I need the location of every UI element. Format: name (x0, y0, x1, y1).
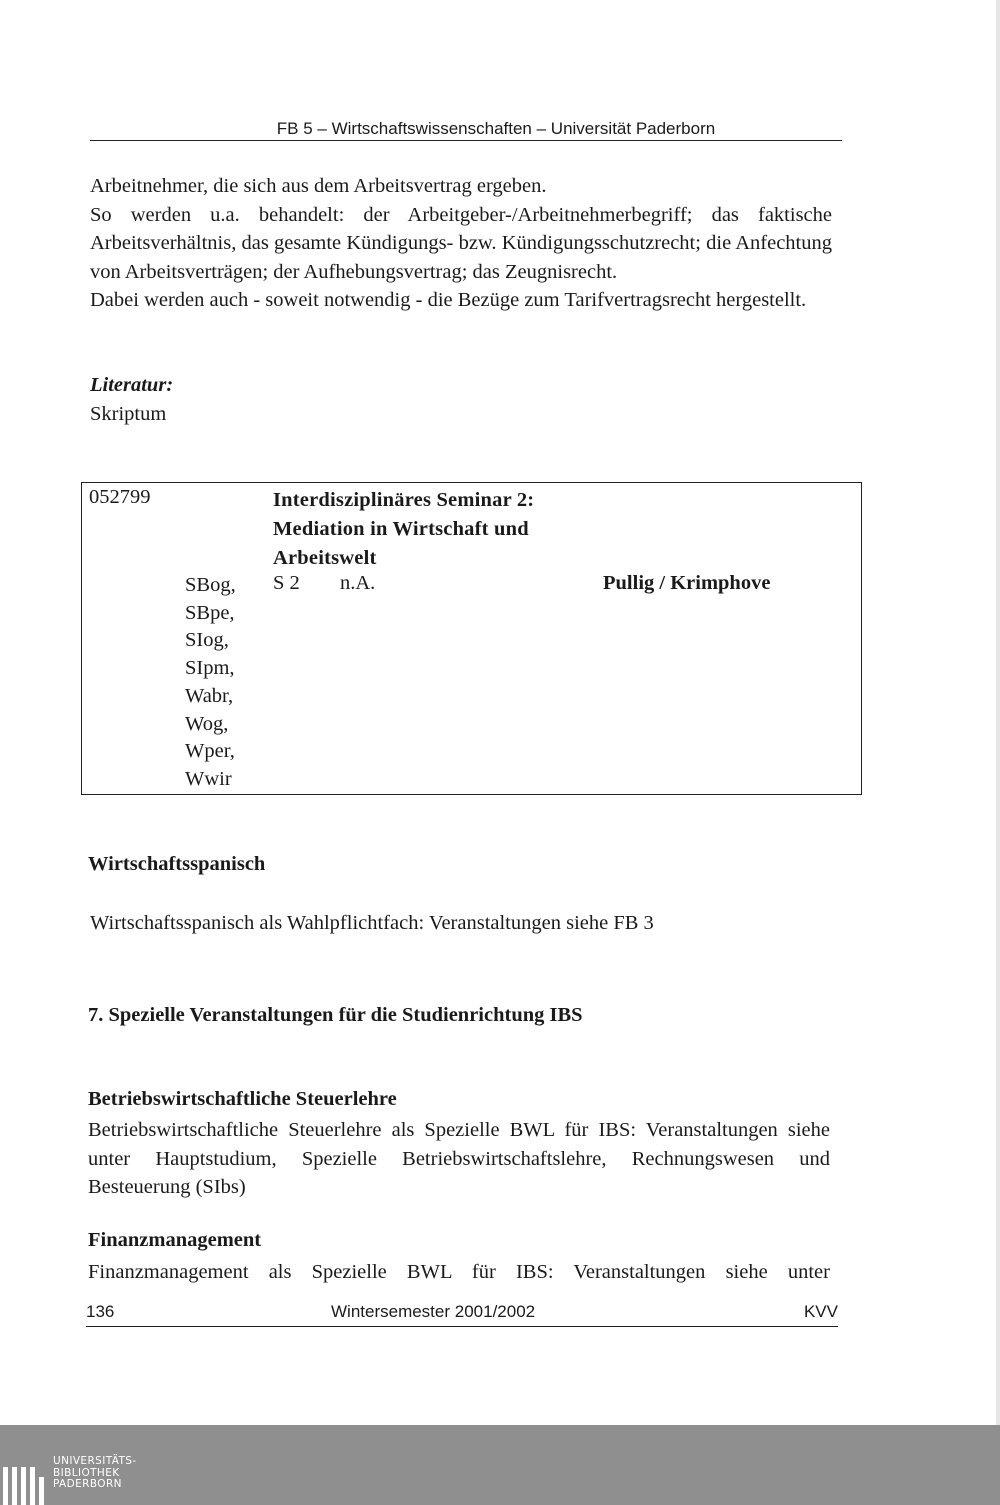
page-footer (86, 1302, 838, 1327)
study-code: SBpe, (185, 601, 235, 624)
course-title-line: Mediation in Wirtschaft und (273, 518, 529, 540)
course-title (273, 486, 534, 573)
tax-heading: Betriebswirtschaftliche Steuerlehre (88, 1088, 397, 1110)
literature-heading: Literatur: (90, 374, 174, 396)
course-type: S 2 (273, 572, 300, 594)
study-code: Wabr, (185, 684, 234, 707)
spanish-text: Wirtschaftsspanisch als Wahlpflichtfach: Veranstaltungen siehe FB 3 (90, 912, 654, 934)
literature-block (90, 371, 832, 428)
page-edge (996, 0, 1000, 1425)
footer-semester: Wintersemester 2001/2002 (331, 1302, 536, 1321)
finance-text: Finanzmanagement als Spezielle BWL für IBS: Veranstaltungen siehe unter (88, 1261, 830, 1283)
course-number: 052799 (89, 486, 151, 508)
library-name-line: UNIVERSITÄTS- (53, 1455, 137, 1467)
library-logo-icon (3, 1453, 45, 1505)
intro-paragraph-3: Dabei werden auch - soweit notwendig - die Bezüge zum Tarifvertragsrecht hergestellt. (90, 289, 807, 311)
tax-text: Betriebswirtschaftliche Steuerlehre als Spezielle BWL für IBS: Veranstaltungen siehe unter Hauptstudium, Spezielle Betriebswirtschaftslehre, Rechnungswesen und Besteuerung (SIbs) (88, 1119, 830, 1198)
library-name-line: BIBLIOTHEK (53, 1466, 120, 1479)
course-title-line: Interdisziplinäres Seminar 2: (273, 489, 535, 511)
page-number: 136 (86, 1302, 115, 1321)
course-title-line: Arbeitswelt (273, 547, 377, 569)
footer-abbreviation: KVV (803, 1302, 838, 1321)
library-name (53, 1456, 137, 1491)
intro-paragraph-2: So werden u.a. behandelt: der Arbeitgeber-/Arbeitnehmerbegriff; das faktische Arbeitsverhältnis, das gesamte Kündigungs- bzw. Kündigungsschutzrecht; die Anfechtung von Arbeitsverträgen; der Aufhebungsvertrag; das Zeugnisrecht. (90, 203, 832, 283)
study-code: Wper, (185, 740, 235, 763)
course-study-codes (185, 572, 236, 794)
chapter-heading: 7. Spezielle Veranstaltungen für die Studienrichtung IBS (88, 1004, 583, 1026)
study-code: Wog, (185, 712, 229, 735)
finance-heading: Finanzmanagement (88, 1229, 262, 1251)
course-note: n.A. (340, 572, 376, 594)
study-code: Wwir (185, 767, 232, 790)
course-entry-box (81, 482, 862, 795)
page-header: FB 5 – Wirtschaftswissenschaften – Universität Paderborn (90, 118, 842, 141)
spanish-heading: Wirtschaftsspanisch (88, 853, 266, 875)
library-name-line: PADERBORN (53, 1478, 122, 1490)
intro-line-1: Arbeitnehmer, die sich aus dem Arbeitsvertrag ergeben. (90, 175, 547, 197)
study-code: SBog, (185, 574, 236, 596)
intro-text (90, 172, 832, 315)
study-code: SIog, (185, 629, 229, 652)
literature-text: Skriptum (90, 402, 167, 425)
library-watermark-bar (0, 1425, 1000, 1505)
study-code: SIpm, (185, 657, 235, 680)
course-lecturers: Pullig / Krimphove (603, 572, 771, 594)
